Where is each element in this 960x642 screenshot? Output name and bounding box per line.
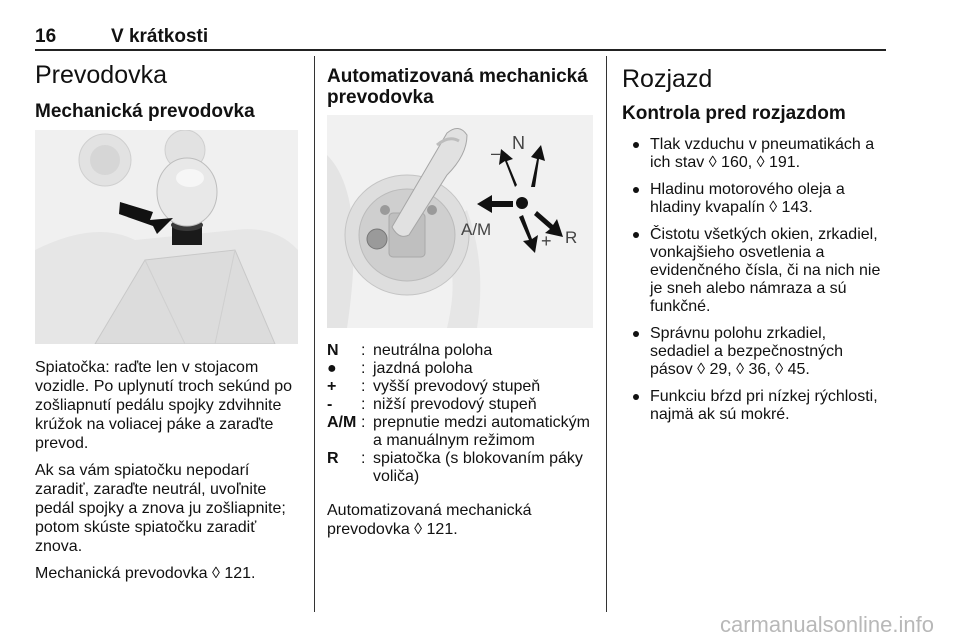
column-divider [606, 56, 607, 612]
automated-gear-selector-icon [327, 115, 593, 328]
legend-value: prepnutie medzi automatickým a manuálnym režimom [373, 414, 590, 449]
bullet-icon [633, 187, 639, 193]
legend-key: - [327, 396, 333, 413]
paragraph: Ak sa vám spiatočku nepodarí zaradiť, zaraďte neutrál, uvoľnite pedál spojky a znova ju zošliapnite; potom skúste spiatočku zaradiť znova. [35, 462, 286, 555]
section-title: Prevodovka [35, 61, 168, 89]
list-item-text: Tlak vzduchu v pneumatikách a ich stav ◊ 160, ◊ 191. [650, 136, 875, 171]
section-subtitle: Mechanická prevodovka [35, 101, 255, 122]
section-title: Rozjazd [622, 65, 713, 93]
gear-lever-reverse-ring-icon [35, 130, 298, 344]
automated-gearbox-figure [327, 115, 593, 328]
figure-label-r: R [565, 228, 578, 247]
legend-row: A/M : prepnutie medzi automatickým a manuálnym režimom [327, 414, 593, 450]
page-number: 16 [35, 26, 57, 47]
list-item [622, 388, 886, 424]
list-item-text: Správnu polohu zrkadiel, sedadiel a bezpečnostných pásov ◊ 29, ◊ 36, ◊ 45. [650, 325, 844, 378]
left-column [35, 58, 297, 124]
cross-reference: Automatizovaná mechanická prevodovka ◊ 121. [327, 502, 532, 538]
list-item-text: Čistotu všetkých okien, zrkadiel, vonkajšieho osvetlenia a evidenčného čísla, či na nich nie je sneh alebo námraza a sú funkčné. [650, 226, 881, 315]
legend-value: neutrálna poloha [373, 342, 493, 359]
checklist [622, 136, 886, 424]
legend-key: A/M [327, 414, 357, 431]
legend-row: N : neutrálna poloha [327, 342, 593, 360]
figure-label-plus: + [541, 231, 552, 251]
left-body [35, 358, 297, 583]
bullet-icon [633, 394, 639, 400]
figure-label-minus: – [491, 143, 502, 163]
list-item [622, 325, 886, 379]
legend-row: - : nižší prevodový stupeň [327, 396, 593, 414]
list-item-text: Hladinu motorového oleja a hladiny kvapalín ◊ 143. [650, 181, 845, 216]
column-divider [314, 56, 315, 612]
right-column [622, 58, 886, 433]
legend-key: + [327, 378, 337, 395]
watermark: carmanualsonline.info [719, 612, 934, 637]
list-item [622, 136, 886, 172]
paragraph: Spiatočka: raďte len v stojacom vozidle. Po uplynutí troch sekúnd po zošliapnutí pedálu spojky zdvihnite krúžok na voliacej páke a zaraďte prevod. [35, 359, 293, 452]
bullet-icon [633, 232, 639, 238]
middle-column [327, 66, 593, 108]
list-item [622, 226, 886, 316]
legend-row: ● : jazdná poloha [327, 360, 593, 378]
section-title: Automatizovaná mechanická prevodovka [327, 66, 588, 108]
legend-value: nižší prevodový stupeň [373, 396, 537, 413]
bullet-icon [633, 142, 639, 148]
legend-key: N [327, 342, 339, 359]
legend-row: + : vyšší prevodový stupeň [327, 378, 593, 396]
legend-value: vyšší prevodový stupeň [373, 378, 541, 395]
legend-row: R : spiatočka (s blokovaním páky voliča) [327, 450, 593, 486]
bullet-icon [633, 331, 639, 337]
list-item-text: Funkciu bŕzd pri nízkej rýchlosti, najmä ak sú mokré. [650, 388, 878, 423]
legend-key: ● [327, 360, 337, 377]
header-rule [35, 49, 886, 51]
gear-legend [327, 342, 593, 539]
legend-key: R [327, 450, 339, 467]
chapter-title: V krátkosti [111, 26, 209, 47]
cross-reference: Mechanická prevodovka ◊ 121. [35, 565, 256, 582]
manual-gearbox-figure [35, 130, 298, 344]
figure-label-am: A/M [461, 220, 492, 239]
legend-value: jazdná poloha [373, 360, 473, 377]
figure-label-n: N [512, 133, 525, 153]
section-subtitle: Kontrola pred rozjazdom [622, 103, 846, 124]
list-item [622, 181, 886, 217]
legend-value: spiatočka (s blokovaním páky voliča) [373, 450, 583, 485]
